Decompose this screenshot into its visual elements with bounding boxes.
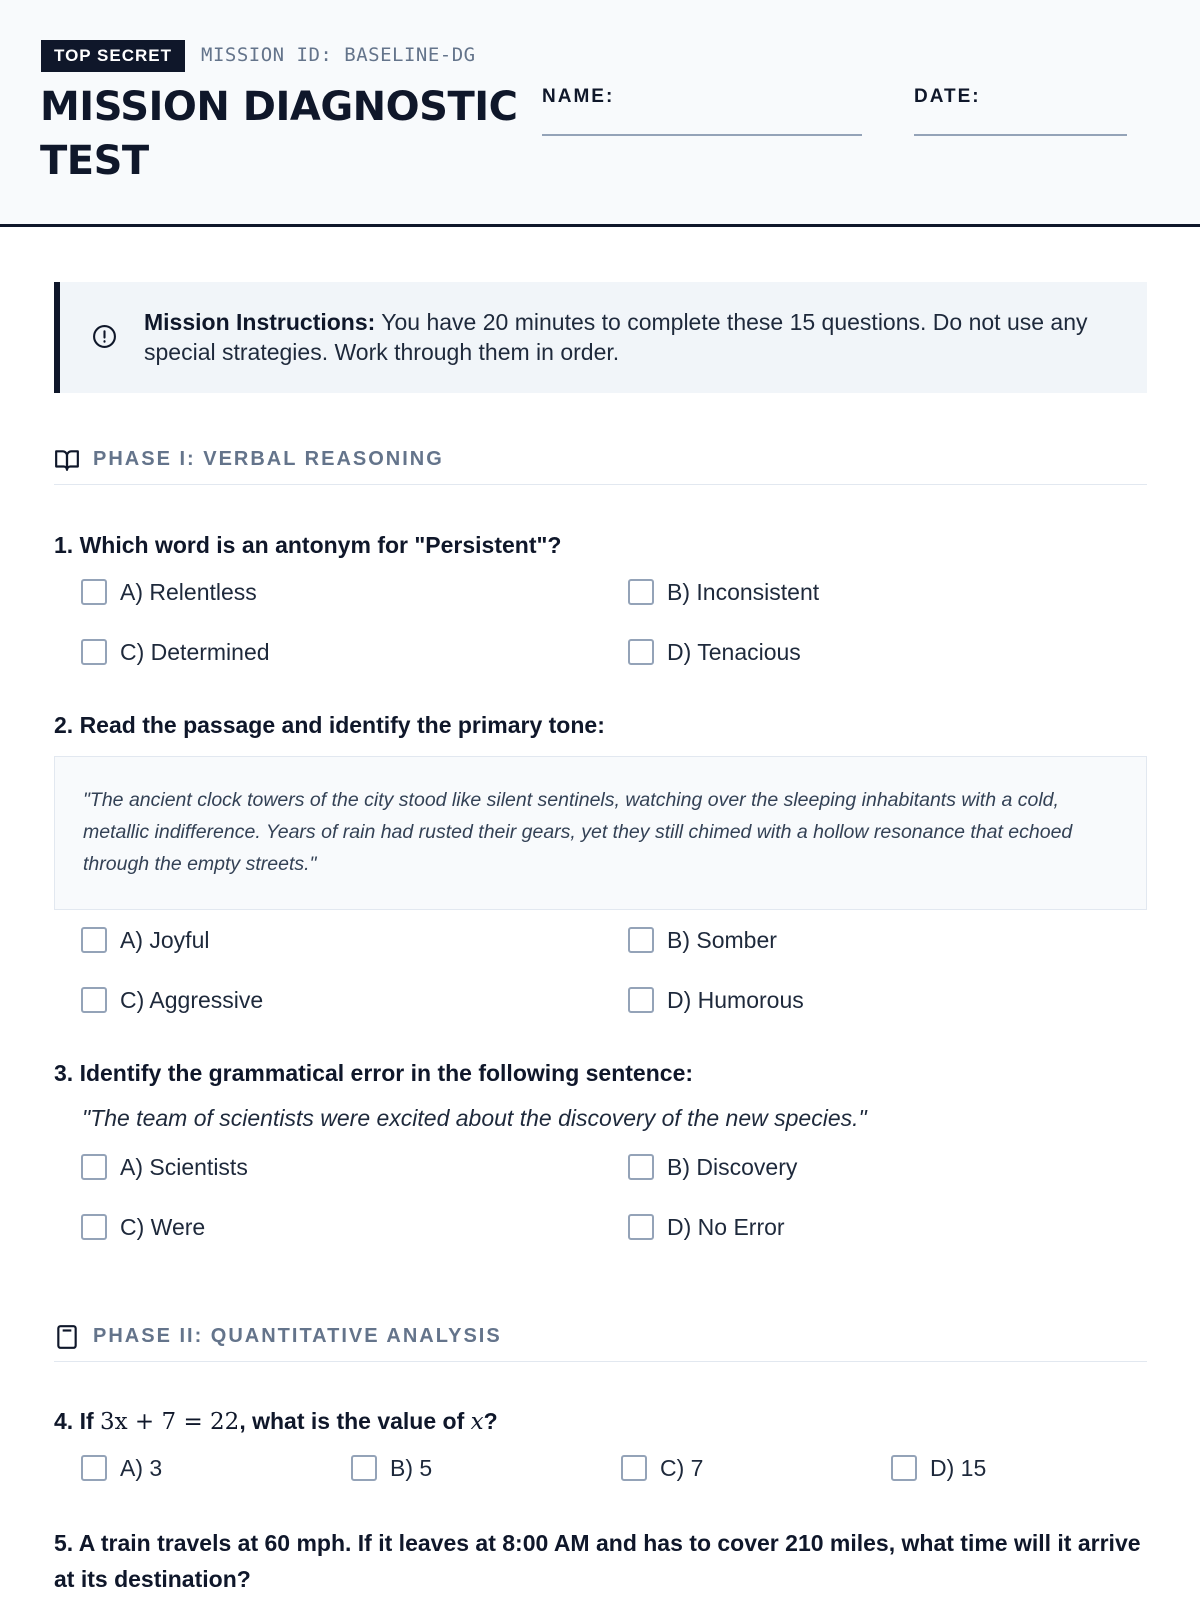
checkbox[interactable] xyxy=(628,639,654,665)
option-label: A) 3 xyxy=(120,1455,163,1481)
mission-instructions xyxy=(54,282,1147,393)
option-label: A) Scientists xyxy=(120,1154,248,1180)
section-verbal-reasoning xyxy=(54,441,1147,485)
question-2: 2. Read the passage and identify the primary tone: xyxy=(54,712,605,738)
checkbox[interactable] xyxy=(628,927,654,953)
checkbox[interactable] xyxy=(621,1455,647,1481)
checkbox[interactable] xyxy=(81,639,107,665)
sentence-quote: "The team of scientists were excited about the discovery of the new species." xyxy=(82,1105,867,1131)
checkbox[interactable] xyxy=(628,1154,654,1180)
calculator-icon xyxy=(54,1324,80,1350)
date-label: DATE: xyxy=(914,86,981,107)
q4-suffix: ? xyxy=(483,1408,498,1434)
option-label: D) Humorous xyxy=(667,987,804,1013)
book-icon xyxy=(54,447,80,473)
option-label: C) Were xyxy=(120,1214,206,1240)
question-3: 3. Identify the grammatical error in the following sentence: xyxy=(54,1060,694,1086)
instructions-body: You have 20 minutes to complete these 15 questions. Do not use any special strategies. Work through them in order. xyxy=(144,309,1088,365)
page-title: MISSION DIAGNOSTIC TEST xyxy=(40,84,518,184)
checkbox[interactable] xyxy=(891,1455,917,1481)
info-icon xyxy=(92,324,117,349)
checkbox[interactable] xyxy=(628,987,654,1013)
q4-middle: , what is the value of xyxy=(239,1408,471,1434)
checkbox[interactable] xyxy=(628,579,654,605)
option-label: B) Discovery xyxy=(667,1154,798,1180)
name-label: NAME: xyxy=(542,86,615,107)
classification-badge: TOP SECRET xyxy=(41,40,185,72)
page-header xyxy=(0,0,1200,227)
option-label: C) Aggressive xyxy=(120,987,264,1013)
checkbox[interactable] xyxy=(81,1154,107,1180)
section-title: PHASE II: QUANTITATIVE ANALYSIS xyxy=(93,1325,502,1347)
option-label: B) Somber xyxy=(667,927,777,953)
option-label: B) 5 xyxy=(390,1455,433,1481)
option-label: D) No Error xyxy=(667,1214,785,1240)
section-title: PHASE I: VERBAL REASONING xyxy=(93,448,444,470)
question-4 xyxy=(54,1403,1147,1440)
reading-passage: "The ancient clock towers of the city stood like silent sentinels, watching over the sleeping inhabitants with a cold, metallic indifference. Years of rain had rusted their gears, yet they still chimed with a hollow resonance that echoed through the empty streets." xyxy=(54,756,1147,910)
q4-equation: 3x + 7 = 22 xyxy=(100,1409,240,1435)
instructions-text xyxy=(144,307,1124,367)
date-field[interactable] xyxy=(914,134,1127,136)
option-label: D) Tenacious xyxy=(667,639,801,665)
option-label: C) 7 xyxy=(660,1455,704,1481)
checkbox[interactable] xyxy=(81,579,107,605)
option-label: B) Inconsistent xyxy=(667,579,820,605)
option-label: D) 15 xyxy=(930,1455,987,1481)
instructions-lead: Mission Instructions: xyxy=(144,309,376,335)
checkbox[interactable] xyxy=(81,987,107,1013)
checkbox[interactable] xyxy=(81,1455,107,1481)
mission-id: MISSION ID: BASELINE-DG xyxy=(201,44,476,66)
option-label: A) Joyful xyxy=(120,927,210,953)
name-field[interactable] xyxy=(542,134,862,136)
checkbox[interactable] xyxy=(81,1214,107,1240)
option-label: A) Relentless xyxy=(120,579,257,605)
checkbox[interactable] xyxy=(628,1214,654,1240)
checkbox[interactable] xyxy=(351,1455,377,1481)
question-1: 1. Which word is an antonym for "Persistent"? xyxy=(54,532,562,558)
q4-variable: x xyxy=(470,1409,484,1435)
option-label: C) Determined xyxy=(120,639,270,665)
section-quantitative-analysis xyxy=(54,1318,1147,1362)
q4-prefix: 4. If xyxy=(54,1408,101,1434)
checkbox[interactable] xyxy=(81,927,107,953)
question-5: 5. A train travels at 60 mph. If it leaves at 8:00 AM and has to cover 210 miles, what time will it arrive at its destination? xyxy=(54,1530,1141,1592)
